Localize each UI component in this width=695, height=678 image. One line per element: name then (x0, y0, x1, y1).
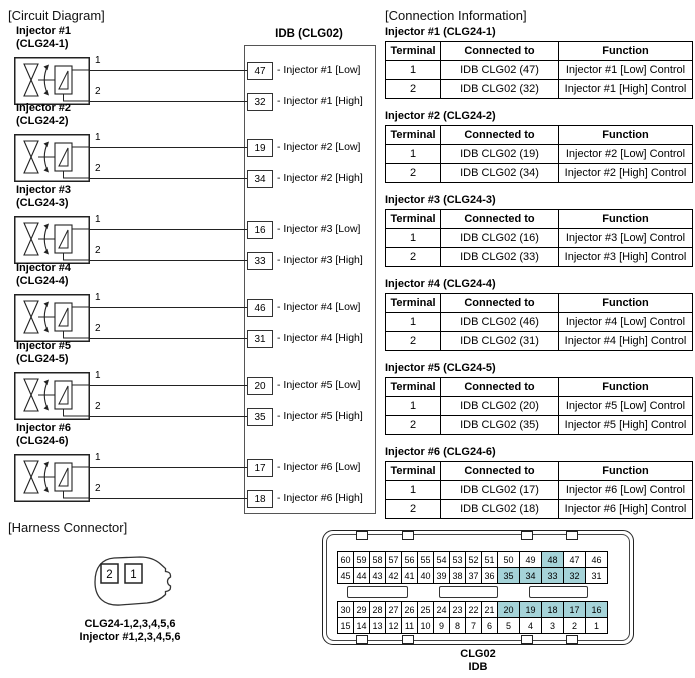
table-cell: IDB CLG02 (17) (441, 481, 559, 500)
connector-tab-top (566, 531, 578, 540)
table-header-row (386, 126, 693, 145)
pin-cell: 5 (497, 617, 520, 634)
pin-cell: 9 (433, 617, 450, 634)
idb-connector-module: IDB (468, 661, 488, 673)
wire (90, 416, 247, 417)
connection-table (385, 461, 693, 519)
table-cell: 1 (386, 481, 441, 500)
table-cell: Injector #4 [High] Control (559, 332, 693, 351)
pin-row (337, 601, 608, 618)
wire (90, 178, 247, 179)
pin-label: - Injector #4 [Low] (277, 301, 361, 313)
column-header: Connected to (441, 294, 559, 313)
pin-cell: 13 (369, 617, 386, 634)
harness-caption (40, 618, 220, 644)
table-cell: 2 (386, 164, 441, 183)
pin-cell: 50 (497, 551, 520, 568)
injector-label (16, 184, 71, 210)
column-header: Connected to (441, 378, 559, 397)
table-cell: IDB CLG02 (32) (441, 80, 559, 99)
pin-cell: 21 (481, 601, 498, 618)
pin-cell: 15 (337, 617, 354, 634)
pin-cell: 24 (433, 601, 450, 618)
wire (90, 70, 247, 71)
pin-row (337, 551, 608, 568)
injector-connector-code: (CLG24-1) (16, 38, 69, 50)
column-header: Function (559, 210, 693, 229)
terminal-number: 1 (95, 55, 101, 66)
pin-cell-highlighted: 32 (563, 567, 586, 584)
table-cell: IDB CLG02 (35) (441, 416, 559, 435)
connection-table (385, 209, 693, 267)
injector-name: Injector #4 (16, 262, 72, 274)
table-cell: IDB CLG02 (16) (441, 229, 559, 248)
column-header: Connected to (441, 126, 559, 145)
pin-label: - Injector #6 [Low] (277, 461, 361, 473)
pin-label: - Injector #1 [Low] (277, 64, 361, 76)
pin-cell-highlighted: 17 (563, 601, 586, 618)
injector-label (16, 422, 71, 448)
terminal-number: 1 (95, 132, 101, 143)
table-cell: 1 (386, 397, 441, 416)
pin-cell: 42 (385, 567, 402, 584)
table-cell: Injector #6 [High] Control (559, 500, 693, 519)
pin-label: - Injector #3 [Low] (277, 223, 361, 235)
table-cell: 1 (386, 229, 441, 248)
table-header-row (386, 378, 693, 397)
table-row (386, 80, 693, 99)
injector-connector-code: (CLG24-4) (16, 275, 69, 287)
terminal-number: 2 (95, 323, 101, 334)
terminal-number: 2 (95, 245, 101, 256)
wire (90, 307, 247, 308)
pin-label: - Injector #4 [High] (277, 332, 363, 344)
pin-marker: 33 (247, 252, 273, 270)
wire (90, 467, 247, 468)
harness-caption-connector: CLG24-1,2,3,4,5,6 (84, 618, 176, 630)
idb-box-title: IDB (CLG02) (275, 28, 343, 40)
injector-label (16, 25, 71, 51)
pin-cell: 47 (563, 551, 586, 568)
pin-marker: 31 (247, 330, 273, 348)
pin-marker: 46 (247, 299, 273, 317)
terminal-number: 2 (95, 86, 101, 97)
wire (90, 147, 247, 148)
connector-slot (347, 586, 408, 598)
pin-cell: 59 (353, 551, 370, 568)
injector-valve-icon (14, 372, 90, 420)
harness-cavity-1-number: 1 (130, 569, 137, 581)
injector-symbol (14, 454, 90, 502)
column-header: Terminal (386, 42, 441, 61)
connection-table-group (385, 26, 693, 99)
column-header: Terminal (386, 294, 441, 313)
terminal-number: 1 (95, 452, 101, 463)
pin-marker: 47 (247, 62, 273, 80)
column-header: Connected to (441, 42, 559, 61)
column-header: Terminal (386, 210, 441, 229)
harness-caption-injectors: Injector #1,2,3,4,5,6 (79, 631, 181, 643)
table-cell: IDB CLG02 (33) (441, 248, 559, 267)
pin-marker: 34 (247, 170, 273, 188)
table-cell: Injector #2 [Low] Control (559, 145, 693, 164)
pin-label: - Injector #5 [Low] (277, 379, 361, 391)
pin-row (337, 617, 608, 634)
pin-cell: 51 (481, 551, 498, 568)
injector-valve-icon (14, 134, 90, 182)
pin-cell: 41 (401, 567, 418, 584)
injector-valve-icon (14, 57, 90, 105)
table-cell: Injector #5 [High] Control (559, 416, 693, 435)
table-row (386, 61, 693, 80)
pin-cell: 49 (519, 551, 542, 568)
injector-valve-icon (14, 216, 90, 264)
injector-name: Injector #2 (16, 102, 72, 114)
injector-symbol (14, 216, 90, 264)
pin-label: - Injector #2 [High] (277, 172, 363, 184)
column-header: Function (559, 42, 693, 61)
column-header: Function (559, 126, 693, 145)
pin-cell: 25 (417, 601, 434, 618)
pin-cell: 56 (401, 551, 418, 568)
connection-table (385, 377, 693, 435)
pin-marker: 19 (247, 139, 273, 157)
injector-label (16, 262, 71, 288)
pin-cell-highlighted: 16 (585, 601, 608, 618)
connector-tab-bottom (402, 635, 414, 644)
pin-cell: 60 (337, 551, 354, 568)
injector-valve-icon (14, 294, 90, 342)
injector-name: Injector #3 (16, 184, 72, 196)
connection-table (385, 293, 693, 351)
pin-cell: 26 (401, 601, 418, 618)
table-header-row (386, 462, 693, 481)
pin-cell: 31 (585, 567, 608, 584)
table-cell: IDB CLG02 (31) (441, 332, 559, 351)
connection-table (385, 41, 693, 99)
pin-cell: 22 (465, 601, 482, 618)
table-cell: IDB CLG02 (46) (441, 313, 559, 332)
injector-label (16, 102, 71, 128)
pin-cell: 11 (401, 617, 418, 634)
injector-valve-icon (14, 454, 90, 502)
pin-cell: 58 (369, 551, 386, 568)
wire (90, 338, 247, 339)
pin-cell: 30 (337, 601, 354, 618)
harness-cavity-2-number: 2 (106, 569, 113, 581)
pin-cell: 36 (481, 567, 498, 584)
injector-connector-code: (CLG24-3) (16, 197, 69, 209)
table-cell: 2 (386, 80, 441, 99)
pin-cell: 2 (563, 617, 586, 634)
table-row (386, 332, 693, 351)
table-cell: 1 (386, 61, 441, 80)
pin-marker: 35 (247, 408, 273, 426)
pin-cell-highlighted: 34 (519, 567, 542, 584)
table-cell: IDB CLG02 (19) (441, 145, 559, 164)
terminal-number: 2 (95, 163, 101, 174)
pin-cell: 39 (433, 567, 450, 584)
table-cell: Injector #1 [High] Control (559, 80, 693, 99)
pin-cell: 44 (353, 567, 370, 584)
connector-tab-bottom (356, 635, 368, 644)
connection-table-title: Injector #2 (CLG24-2) (385, 110, 496, 122)
table-cell: 2 (386, 500, 441, 519)
connection-table-title: Injector #5 (CLG24-5) (385, 362, 496, 374)
pin-cell: 7 (465, 617, 482, 634)
injector-connector-code: (CLG24-2) (16, 115, 69, 127)
connection-table-group (385, 446, 693, 519)
table-header-row (386, 210, 693, 229)
idb-connector-caption (322, 648, 634, 674)
table-row (386, 481, 693, 500)
connector-tab-top (402, 531, 414, 540)
table-cell: IDB CLG02 (18) (441, 500, 559, 519)
connector-tab-bottom (521, 635, 533, 644)
injector-symbol (14, 294, 90, 342)
pin-cell: 28 (369, 601, 386, 618)
terminal-number: 1 (95, 370, 101, 381)
injector-label (16, 340, 71, 366)
pin-cell: 54 (433, 551, 450, 568)
wire (90, 229, 247, 230)
injector-name: Injector #6 (16, 422, 72, 434)
column-header: Connected to (441, 210, 559, 229)
connection-info-tables (385, 26, 693, 530)
pin-label: - Injector #1 [High] (277, 95, 363, 107)
connector-slot (529, 586, 588, 598)
pin-label: - Injector #2 [Low] (277, 141, 361, 153)
column-header: Function (559, 378, 693, 397)
table-cell: Injector #2 [High] Control (559, 164, 693, 183)
pin-cell: 37 (465, 567, 482, 584)
pin-label: - Injector #6 [High] (277, 492, 363, 504)
wire (90, 385, 247, 386)
connection-info-section-title: [Connection Information] (385, 8, 527, 23)
table-row (386, 248, 693, 267)
table-row (386, 500, 693, 519)
idb-connector-name: CLG02 (460, 648, 496, 660)
pin-cell: 8 (449, 617, 466, 634)
injector-name: Injector #1 (16, 25, 72, 37)
table-cell: IDB CLG02 (20) (441, 397, 559, 416)
injector-symbol (14, 134, 90, 182)
pin-cell: 38 (449, 567, 466, 584)
table-cell: 2 (386, 248, 441, 267)
connection-table-title: Injector #1 (CLG24-1) (385, 26, 496, 38)
terminal-number: 1 (95, 292, 101, 303)
table-row (386, 164, 693, 183)
idb-connector-pinout (322, 530, 634, 645)
connection-table-group (385, 278, 693, 351)
pin-label: - Injector #3 [High] (277, 254, 363, 266)
pin-cell: 29 (353, 601, 370, 618)
pin-cell: 40 (417, 567, 434, 584)
pin-row (337, 567, 608, 584)
pin-cell: 57 (385, 551, 402, 568)
pin-cell: 3 (541, 617, 564, 634)
connection-table-group (385, 194, 693, 267)
column-header: Function (559, 294, 693, 313)
injector-symbol (14, 372, 90, 420)
pin-cell: 1 (585, 617, 608, 634)
connection-table-title: Injector #6 (CLG24-6) (385, 446, 496, 458)
table-cell: 2 (386, 332, 441, 351)
wire (90, 498, 247, 499)
pin-cell: 43 (369, 567, 386, 584)
connection-table-group (385, 110, 693, 183)
injector-connector-code: (CLG24-6) (16, 435, 69, 447)
connector-slot (439, 586, 498, 598)
connector-tab-top (356, 531, 368, 540)
table-cell: IDB CLG02 (34) (441, 164, 559, 183)
connector-tab-top (521, 531, 533, 540)
table-cell: 1 (386, 145, 441, 164)
pin-marker: 20 (247, 377, 273, 395)
harness-connector-drawing (90, 554, 176, 610)
table-cell: Injector #6 [Low] Control (559, 481, 693, 500)
injector-name: Injector #5 (16, 340, 72, 352)
table-header-row (386, 42, 693, 61)
table-cell: Injector #1 [Low] Control (559, 61, 693, 80)
injector-connector-code: (CLG24-5) (16, 353, 69, 365)
pin-cell-highlighted: 33 (541, 567, 564, 584)
pin-cell: 23 (449, 601, 466, 618)
table-row (386, 313, 693, 332)
pin-cell: 4 (519, 617, 542, 634)
pin-cell-highlighted: 19 (519, 601, 542, 618)
terminal-number: 2 (95, 483, 101, 494)
connection-table-title: Injector #3 (CLG24-3) (385, 194, 496, 206)
connection-table-title: Injector #4 (CLG24-4) (385, 278, 496, 290)
table-cell: Injector #3 [High] Control (559, 248, 693, 267)
injector-symbol (14, 57, 90, 105)
pin-cell: 52 (465, 551, 482, 568)
column-header: Connected to (441, 462, 559, 481)
connection-table-group (385, 362, 693, 435)
harness-section-title: [Harness Connector] (8, 520, 128, 535)
pin-cell-highlighted: 35 (497, 567, 520, 584)
table-cell: Injector #5 [Low] Control (559, 397, 693, 416)
pin-cell-highlighted: 20 (497, 601, 520, 618)
pin-marker: 18 (247, 490, 273, 508)
terminal-number: 1 (95, 214, 101, 225)
column-header: Function (559, 462, 693, 481)
table-cell: IDB CLG02 (47) (441, 61, 559, 80)
pin-cell-highlighted: 18 (541, 601, 564, 618)
table-cell: 2 (386, 416, 441, 435)
pin-marker: 17 (247, 459, 273, 477)
wire (90, 260, 247, 261)
pin-cell: 53 (449, 551, 466, 568)
table-header-row (386, 294, 693, 313)
table-cell: Injector #4 [Low] Control (559, 313, 693, 332)
pin-cell: 46 (585, 551, 608, 568)
pin-marker: 16 (247, 221, 273, 239)
pin-cell-highlighted: 48 (541, 551, 564, 568)
pin-cell: 6 (481, 617, 498, 634)
pin-cell: 12 (385, 617, 402, 634)
column-header: Terminal (386, 378, 441, 397)
table-row (386, 145, 693, 164)
pin-cell: 55 (417, 551, 434, 568)
table-row (386, 229, 693, 248)
table-cell: Injector #3 [Low] Control (559, 229, 693, 248)
wire (90, 101, 247, 102)
circuit-section-title: [Circuit Diagram] (8, 8, 105, 23)
pin-cell: 14 (353, 617, 370, 634)
column-header: Terminal (386, 126, 441, 145)
pin-label: - Injector #5 [High] (277, 410, 363, 422)
terminal-number: 2 (95, 401, 101, 412)
connector-tab-bottom (566, 635, 578, 644)
pin-cell: 27 (385, 601, 402, 618)
column-header: Terminal (386, 462, 441, 481)
connection-table (385, 125, 693, 183)
table-cell: 1 (386, 313, 441, 332)
pin-cell: 45 (337, 567, 354, 584)
table-row (386, 397, 693, 416)
table-row (386, 416, 693, 435)
pin-marker: 32 (247, 93, 273, 111)
pin-cell: 10 (417, 617, 434, 634)
